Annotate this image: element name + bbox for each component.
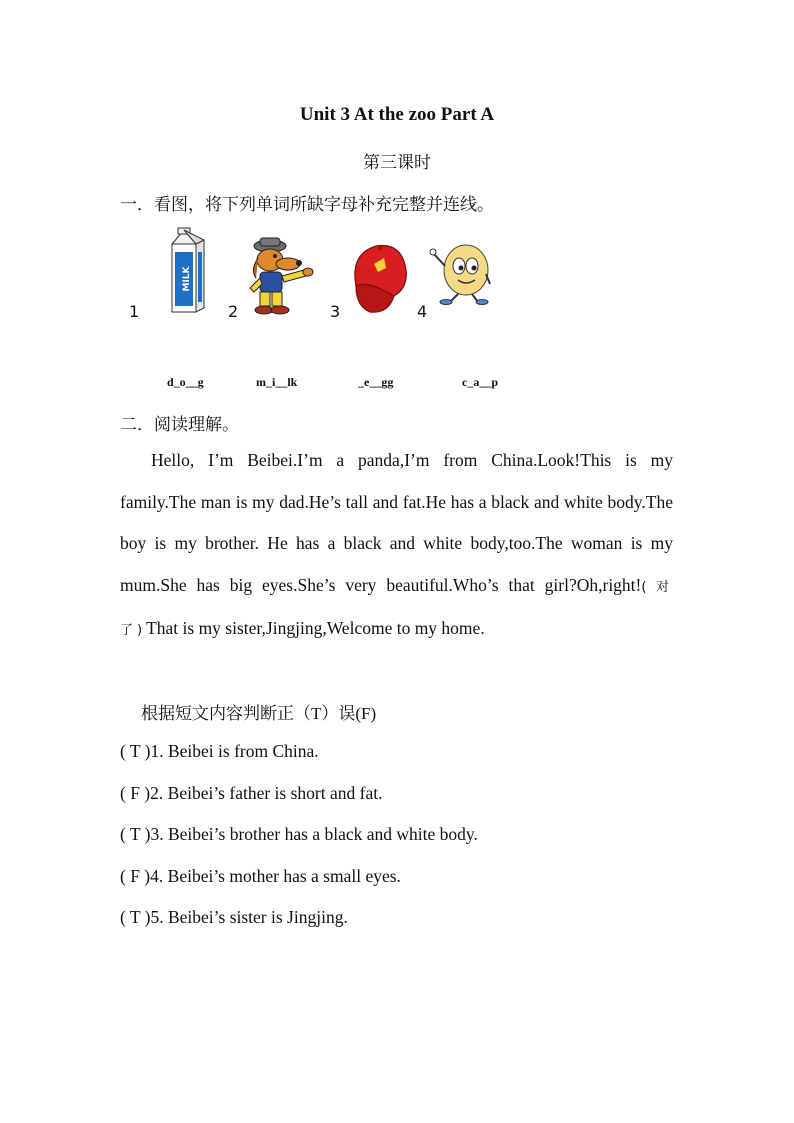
question-text-2: 2. Beibei’s father is short and fat. [150,783,383,803]
word-blank-3: _e__gg [358,375,394,389]
question-text-4: 4. Beibei’s mother has a small eyes. [150,866,401,886]
question-text-1: 1. Beibei is from China. [150,741,319,761]
answer-2: ( F ) [120,783,151,803]
dog-cartoon-icon [242,236,324,316]
picture-number-1: 1 [129,302,140,321]
passage-note: (对了) [120,579,673,639]
word-blank-2: m_i__lk [256,375,298,389]
question-2 [120,783,382,804]
word-blank-4: c_a__p [462,375,498,389]
picture-number-3: 3 [330,302,341,321]
answer-5: ( T ) [120,907,151,927]
lesson-subtitle: 第三课时 [363,153,431,173]
question-text-3: 3. Beibei’s brother has a black and white body. [150,824,478,844]
question-4 [120,866,401,887]
question-3 [120,824,478,845]
milk-label: MILK [182,266,192,292]
question-5 [120,907,348,928]
answer-3: ( T ) [120,824,151,844]
page-title: Unit 3 At the zoo Part A [299,104,495,125]
answer-1: ( T ) [120,741,151,761]
passage-part-1: Hello, I’m Beibei.I’m a panda,I’m from China.Look!This is my family.The man is my dad.He’s tall and fat.He has a black and white body.The boy is my brother. He has a black and white body,too.The woman is my mum.She has big eyes.She’s very beautiful.Who’s that girl?Oh,right! [120,450,673,595]
answer-4: ( F ) [120,866,151,886]
picture-number-2: 2 [228,302,239,321]
picture-number-4: 4 [417,302,428,321]
section-1-heading: 一．看图，将下列单词所缺字母补充完整并连线。 [120,195,494,215]
judge-instruction: 根据短文内容判断正（T）误(F) [141,704,377,724]
milk-carton-icon [160,226,208,316]
red-cap-icon [348,240,410,316]
word-blank-1: d_o__g [167,375,204,389]
question-1 [120,741,319,762]
question-text-5: 5. Beibei’s sister is Jingjing. [150,907,348,927]
egg-cartoon-icon [428,240,494,306]
section-2-heading: 二．阅读理解。 [120,415,239,435]
reading-passage [120,440,673,652]
passage-part-2: That is my sister,Jingjing,Welcome to my home. [146,618,485,639]
